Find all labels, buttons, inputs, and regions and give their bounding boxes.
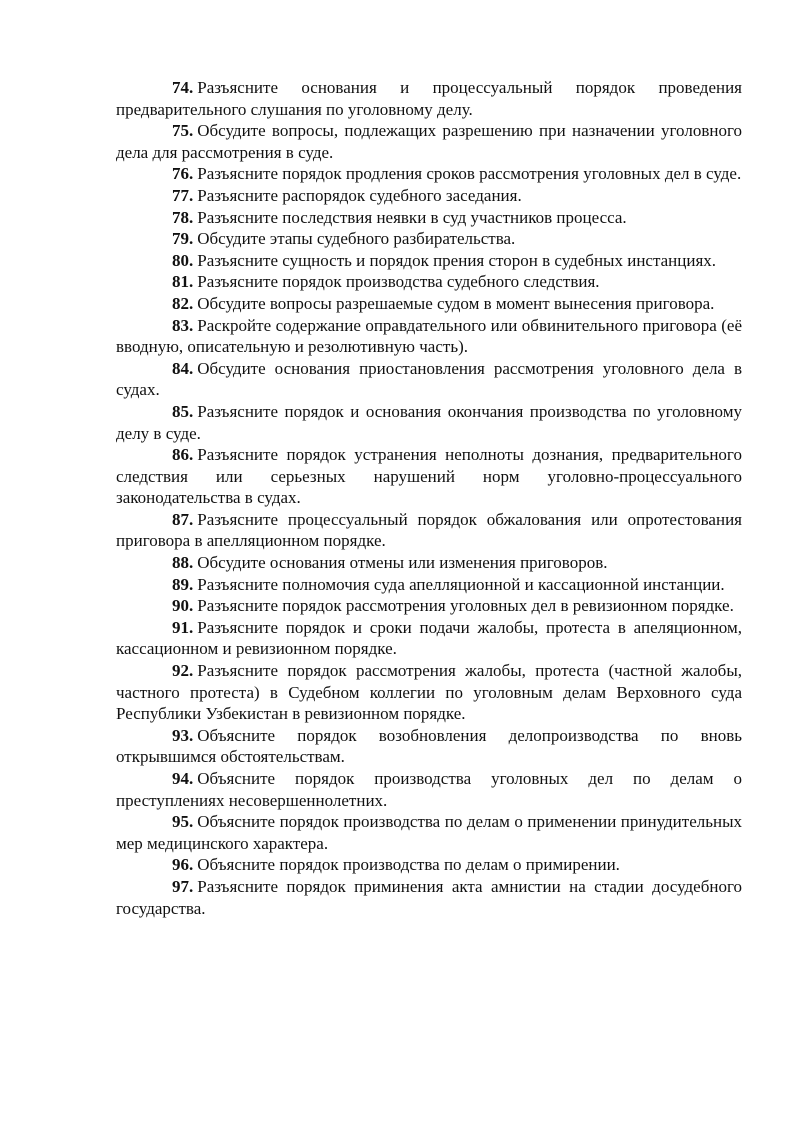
question-text: Разъясните полномочия суда апелляционной и кассационной инстанции. bbox=[197, 574, 725, 594]
question-number: 77. bbox=[172, 185, 194, 205]
question-item bbox=[116, 358, 742, 401]
question-text: Объясните порядок производства уголовных дел по делам о преступлениях несовершеннолетних. bbox=[116, 769, 742, 810]
question-text: Разъясните порядок приминения акта амнистии на стадии досудебного государства. bbox=[116, 876, 742, 918]
question-text: Объясните порядок производства по делам о примирении. bbox=[197, 855, 620, 875]
question-text: Обсудите вопросы разрешаемые судом в момент вынесения приговора. bbox=[197, 293, 715, 313]
question-number: 95. bbox=[172, 812, 194, 832]
question-number: 88. bbox=[172, 553, 194, 573]
question-text: Обсудите этапы судебного разбирательства. bbox=[197, 229, 516, 249]
question-text: Разъясните порядок производства судебного следствия. bbox=[197, 272, 600, 292]
question-item bbox=[116, 293, 742, 315]
question-item bbox=[116, 552, 742, 574]
question-number: 94. bbox=[172, 769, 194, 788]
question-number: 93. bbox=[172, 725, 194, 745]
question-number: 84. bbox=[172, 358, 194, 378]
question-text: Обсудите основания отмены или изменения приговоров. bbox=[197, 553, 608, 573]
question-text: Обсудите вопросы, подлежащих разрешению при назначении уголовного дела для рассмотрения в суде. bbox=[116, 121, 742, 162]
question-text: Разъясните порядок устранения неполноты дознания, предварительного следствия или серьезных нарушений норм уголовно-процессуального законодательства в судах. bbox=[116, 445, 742, 508]
question-number: 74. bbox=[172, 78, 194, 97]
question-text: Разъясните порядок и основания окончания производства по уголовному делу в суде. bbox=[116, 401, 742, 443]
question-number: 89. bbox=[172, 574, 194, 594]
question-number: 86. bbox=[172, 445, 194, 465]
question-item bbox=[116, 401, 742, 444]
question-text: Объясните порядок производства по делам о применении принудительных мер медицинского характера. bbox=[116, 812, 742, 853]
question-number: 80. bbox=[172, 250, 194, 270]
question-number: 91. bbox=[172, 617, 194, 637]
question-text: Разъясните порядок рассмотрения уголовных дел в ревизионном порядке. bbox=[197, 596, 734, 616]
question-item bbox=[116, 509, 742, 552]
question-item bbox=[116, 228, 742, 250]
question-number: 76. bbox=[172, 164, 194, 184]
question-number: 83. bbox=[172, 315, 194, 335]
question-item bbox=[116, 120, 742, 163]
question-number: 79. bbox=[172, 229, 194, 249]
question-item bbox=[116, 595, 742, 617]
question-item bbox=[116, 271, 742, 293]
question-text: Разъясните процессуальный порядок обжалования или опротестования приговора в апелляционном порядке. bbox=[116, 509, 742, 551]
question-text: Разъясните основания и процессуальный порядок проведения предварительного слушания по уголовному делу. bbox=[116, 78, 742, 119]
question-item bbox=[116, 768, 742, 811]
question-item bbox=[116, 315, 742, 358]
question-number: 90. bbox=[172, 596, 194, 616]
question-item bbox=[116, 854, 742, 876]
question-text: Разъясните порядок продления сроков рассмотрения уголовных дел в суде. bbox=[197, 164, 742, 184]
question-number: 78. bbox=[172, 207, 194, 227]
question-number: 75. bbox=[172, 121, 194, 141]
question-number: 85. bbox=[172, 401, 194, 421]
question-item bbox=[116, 444, 742, 509]
question-number: 87. bbox=[172, 509, 194, 529]
question-item bbox=[116, 185, 742, 207]
question-number: 96. bbox=[172, 855, 194, 875]
question-text: Разъясните порядок и сроки подачи жалобы, протеста в апеляционном, кассационном и ревизионном порядке. bbox=[116, 617, 742, 659]
question-text: Объясните порядок возобновления делопроизводства по вновь открывшимся обстоятельствам. bbox=[116, 725, 742, 767]
question-list bbox=[116, 77, 742, 919]
question-number: 92. bbox=[172, 661, 194, 681]
question-number: 81. bbox=[172, 272, 194, 292]
question-item bbox=[116, 811, 742, 854]
question-item bbox=[116, 207, 742, 229]
question-text: Обсудите основания приостановления рассмотрения уголовного дела в судах. bbox=[116, 358, 742, 400]
question-text: Разъясните сущность и порядок прения сторон в судебных инстанциях. bbox=[197, 250, 717, 270]
question-item bbox=[116, 574, 742, 596]
question-text: Разъясните порядок рассмотрения жалобы, протеста (частной жалобы, частного протеста) в Судебном коллегии по уголовным делам Верховного суда Республики Узбекистан в ревизионном порядке. bbox=[116, 661, 742, 724]
question-text: Разъясните распорядок судебного заседания. bbox=[197, 185, 522, 205]
question-text: Разъясните последствия неявки в суд участников процесса. bbox=[197, 207, 627, 227]
question-item bbox=[116, 725, 742, 768]
question-item bbox=[116, 250, 742, 272]
question-number: 97. bbox=[172, 876, 194, 896]
question-item bbox=[116, 876, 742, 919]
question-item bbox=[116, 163, 742, 185]
question-text: Раскройте содержание оправдательного или обвинительного приговора (её вводную, описательную и резолютивную часть). bbox=[116, 315, 742, 357]
question-item bbox=[116, 77, 742, 120]
question-item bbox=[116, 660, 742, 725]
question-number: 82. bbox=[172, 293, 194, 313]
question-item bbox=[116, 617, 742, 660]
